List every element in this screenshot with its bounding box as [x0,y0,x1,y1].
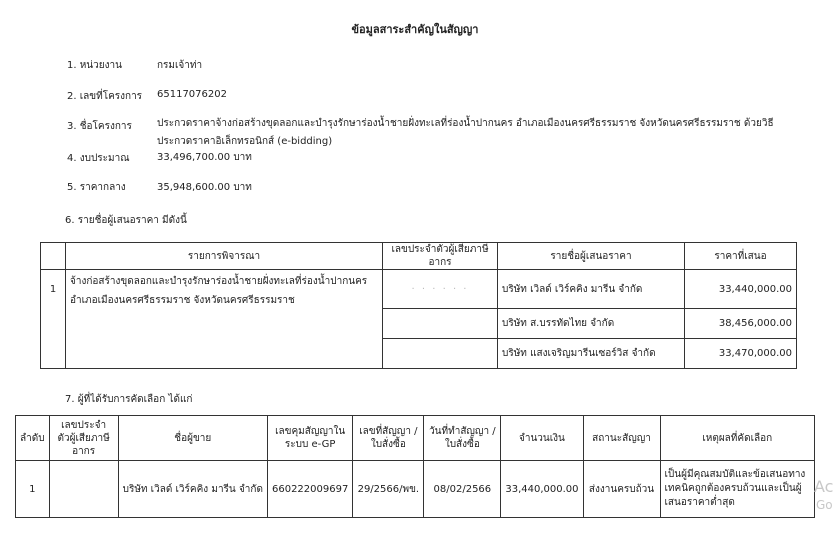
field-label-agency: 1. หน่วยงาน [67,60,122,71]
bidders-header-no [41,243,66,270]
field-value-project-name: ประกวดราคาจ้างก่อสร้างขุดลอกและบำรุงรักษาร่องน้ำชายฝั่งทะเลที่ร่องน้ำปากนคร อำเภอเมืองนครศรีธรรมราช จังหวัดนครศรีธรรมราช ด้วยวิธีประกวดราคาอิเล็กทรอนิกส์ (e-bidding) [157,118,774,147]
field-value-project-number: 65117076202 [157,89,227,100]
field-value-agency: กรมเจ้าท่า [157,60,203,71]
field-label-project-number: 2. เลขที่โครงการ [67,91,143,102]
field-value-budget: 33,496,700.00 บาท [157,152,252,163]
bidders-table [40,242,797,369]
bidder-price: 33,470,000.00 [685,339,797,369]
selected-header-tax-id: เลขประจำตัวผู้เสียภาษีอากร [49,416,118,461]
watermark-line-1: Ac [814,477,833,496]
bidder-tax-id: · · · · · · [383,270,498,309]
selected-egp-no: 660222009697 [267,461,352,518]
selected-header-amount: จำนวนเงิน [501,416,583,461]
selected-tax-id [49,461,118,518]
field-value-median-price: 35,948,600.00 บาท [157,182,252,193]
field-label-budget: 4. งบประมาณ [67,153,130,164]
bidder-name: บริษัท เวิลด์ เวิร์คคิง มารีน จำกัด [498,270,685,309]
bidders-item: จ้างก่อสร้างขุดลอกและบำรุงรักษาร่องน้ำชายฝั่งทะเลที่ร่องน้ำปากนคร อำเภอเมืองนครศรีธรรมราช จังหวัดนครศรีธรรมราช [66,270,383,369]
selected-reason: เป็นผู้มีคุณสมบัติและข้อเสนอทางเทคนิคถูกต้องครบถ้วนและเป็นผู้เสนอราคาต่ำสุด [660,461,814,518]
selected-contract-no: 29/2566/พข. [353,461,424,518]
selected-header-reason: เหตุผลที่คัดเลือก [660,416,814,461]
selected-header-no: ลำดับ [16,416,50,461]
bidders-row-no: 1 [41,270,66,369]
bidders-header-price: ราคาที่เสนอ [685,243,797,270]
bidders-header-item: รายการพิจารณา [66,243,383,270]
section6-heading: 6. รายชื่อผู้เสนอราคา มีดังนี้ [65,215,187,226]
bidder-price: 38,456,000.00 [685,309,797,339]
selected-vendor: บริษัท เวิลด์ เวิร์คคิง มารีน จำกัด [118,461,267,518]
field-label-median-price: 5. ราคากลาง [67,182,126,193]
field-label-project-name: 3. ชื่อโครงการ [67,121,132,132]
selected-table [15,415,815,518]
selected-header-status: สถานะสัญญา [583,416,660,461]
bidder-name: บริษัท แสงเจริญมารีนเซอร์วิส จำกัด [498,339,685,369]
selected-header-egp: เลขคุมสัญญาในระบบ e-GP [267,416,352,461]
bidder-price: 33,440,000.00 [685,270,797,309]
selected-header-contract-no: เลขที่สัญญา /ใบสั่งซื้อ [353,416,424,461]
selected-contract-date: 08/02/2566 [424,461,501,518]
selected-status: ส่งงานครบถ้วน [583,461,660,518]
bidders-header-tax-id: เลขประจำตัวผู้เสียภาษีอากร [383,243,498,270]
section7-heading: 7. ผู้ที่ได้รับการคัดเลือก ได้แก่ [65,394,193,405]
bidder-tax-id [383,309,498,339]
selected-row-no: 1 [16,461,50,518]
watermark-line-2: Go [816,498,833,512]
selected-header-contract-date: วันที่ทำสัญญา /ใบสั่งซื้อ [424,416,501,461]
selected-amount: 33,440,000.00 [501,461,583,518]
selected-header-vendor: ชื่อผู้ขาย [118,416,267,461]
bidder-name: บริษัท ส.บรรทัดไทย จำกัด [498,309,685,339]
bidders-header-bidder: รายชื่อผู้เสนอราคา [498,243,685,270]
bidder-tax-id [383,339,498,369]
document-title: ข้อมูลสาระสำคัญในสัญญา [351,23,479,36]
